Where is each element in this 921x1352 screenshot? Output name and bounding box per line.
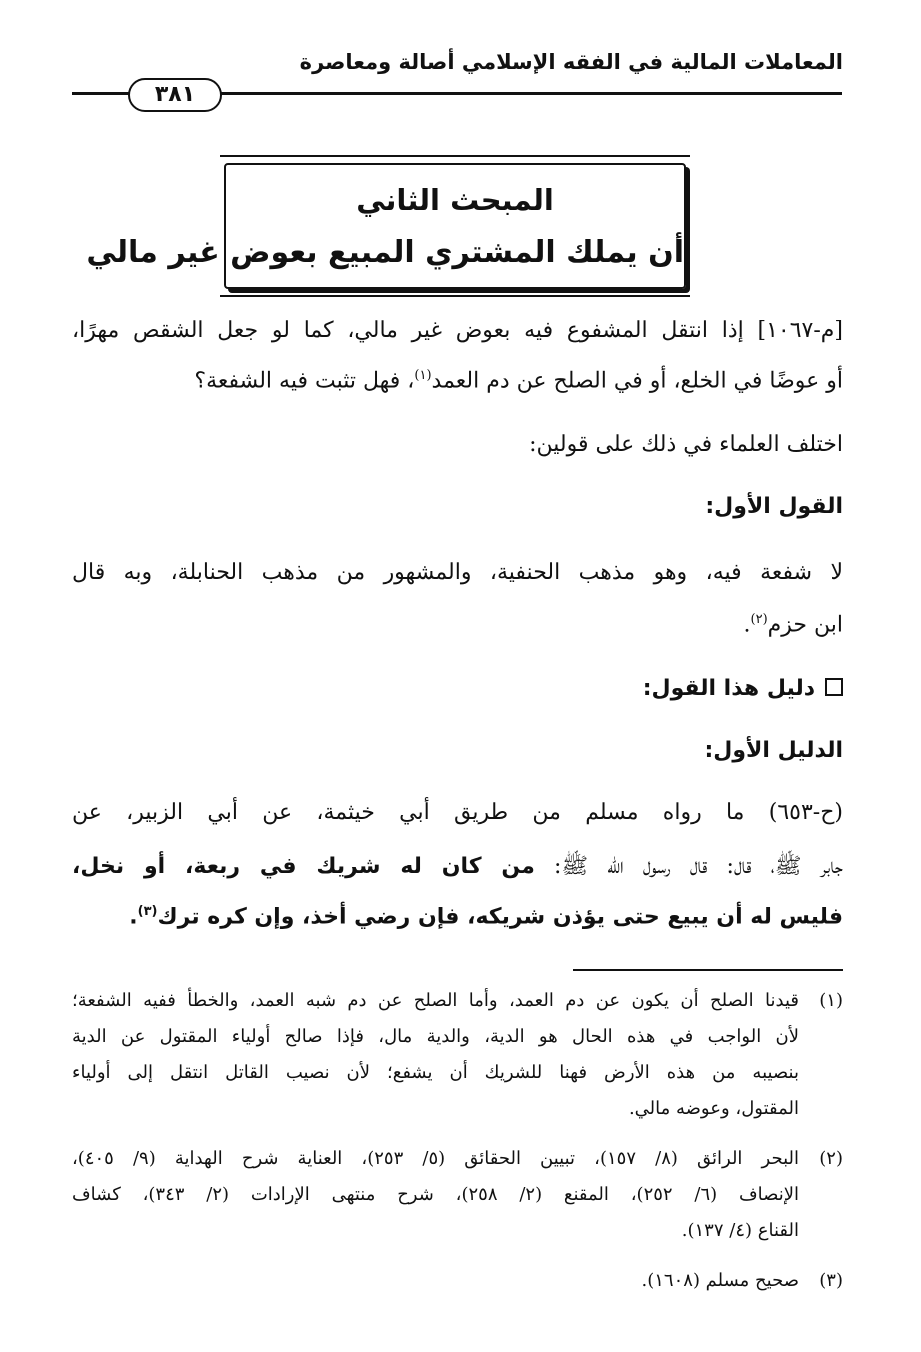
hadith-line-3-end: .: [129, 904, 138, 930]
section-title: المبحث الثاني: [356, 183, 554, 217]
section-title-frame: [86, 163, 686, 289]
disagreement-statement: اختلف العلماء في ذلك على قولين:: [529, 432, 843, 457]
issue-line-2: [72, 368, 843, 393]
evidence-heading-label: دليل هذا القول:: [642, 676, 815, 701]
issue-line-1: [م-١٠٦٧] إذا انتقل المشفوع فيه بعوض غير مالي، كما لو جعل الشقص مهرًا،: [72, 318, 843, 343]
first-opinion-line-2-text-a: ابن حزم: [767, 612, 843, 638]
footnote-3-number: (٣): [819, 1270, 843, 1291]
footnote-3-text-1: صحيح مسلم (١٦٠٨).: [641, 1270, 799, 1291]
footnote-1-line-1: [72, 990, 843, 1011]
hadith-quote-part-2: فليس له أن يبيع حتى يؤذن شريكه، فإن رضي أخذ، وإن كره ترك: [157, 904, 843, 930]
first-evidence-heading: الدليل الأول:: [704, 738, 843, 763]
first-opinion-heading: القول الأول:: [705, 494, 843, 519]
footnote-1-number: (١): [819, 990, 843, 1011]
footnote-2-number: (٢): [819, 1148, 843, 1169]
first-opinion-line-2-text-b: .: [743, 612, 751, 638]
hadith-line-1: (ح-٦٥٣) ما رواه مسلم من طريق أبي خيثمة، عن أبي الزبير، عن: [72, 800, 843, 825]
hadith-line-3: [72, 904, 843, 929]
checkbox-bullet-icon: [825, 678, 843, 696]
footnote-2-line-1: [72, 1148, 843, 1169]
footnote-ref-3[interactable]: (٣): [137, 904, 158, 919]
footnote-ref-1[interactable]: (١): [414, 368, 432, 383]
section-subtitle: أن يملك المشتري المبيع بعوض غير مالي: [86, 235, 684, 270]
footnote-ref-2[interactable]: (٢): [750, 612, 768, 627]
footnote-2-line-3: القناع (٤/ ١٣٧).: [681, 1220, 799, 1241]
issue-line-2-text-b: ، فهل تثبت فيه الشفعة؟: [194, 368, 415, 394]
footnote-1-line-2: لأن الواجب في هذه الحال هو الدية، والدية مال، فإذا صالح أولياء المقتول عن الدية: [72, 1026, 799, 1047]
page-number-badge: ٣٨١: [128, 78, 222, 112]
footnote-1-text-1: قيدنا الصلح أن يكون عن دم العمد، وأما الصلح عن دم شبه العمد، والخطأ ففيه الشفعة؛: [72, 990, 799, 1011]
footnote-2-line-2: الإنصاف (٦/ ٢٥٢)، المقنع (٢/ ٢٥٨)، شرح منتهى الإرادات (٢/ ٣٤٣)، كشاف: [72, 1184, 800, 1205]
first-opinion-line-1: لا شفعة فيه، وهو مذهب الحنفية، والمشهور من مذهب الحنابلة، وبه قال: [72, 560, 843, 585]
issue-line-2-text-a: أو عوضًا في الخلع، أو في الصلح عن دم العمد: [431, 368, 843, 394]
footnote-3-line-1: [72, 1270, 843, 1291]
evidence-heading: [72, 676, 843, 701]
footnote-2-text-1: البحر الرائق (٨/ ١٥٧)، تبيين الحقائق (٥/ ٢٥٣)، العناية شرح الهداية (٩/ ٤٠٥)،: [72, 1148, 799, 1169]
first-opinion-line-2: [72, 612, 843, 637]
footnote-separator: [573, 969, 843, 971]
section-title-box: [86, 155, 690, 297]
hadith-line-2-text-a: جابر ﷺ، قال: قال رسول الله ﷺ:: [554, 854, 843, 879]
footnote-1-line-4: المقتول، وعوضه مالي.: [628, 1098, 799, 1119]
hadith-quote-part-1: من كان له شريك في ربعة، أو نخل،: [72, 854, 535, 879]
footnote-1-line-3: بنصيبه من هذه الأرض فهنا للشريك أن يشفع؛ لأن نصيب القاتل انتقل إلى أولياء: [72, 1062, 799, 1083]
hadith-line-2: [72, 852, 843, 884]
running-header-title: المعاملات المالية في الفقه الإسلامي أصالة ومعاصرة: [299, 50, 843, 74]
